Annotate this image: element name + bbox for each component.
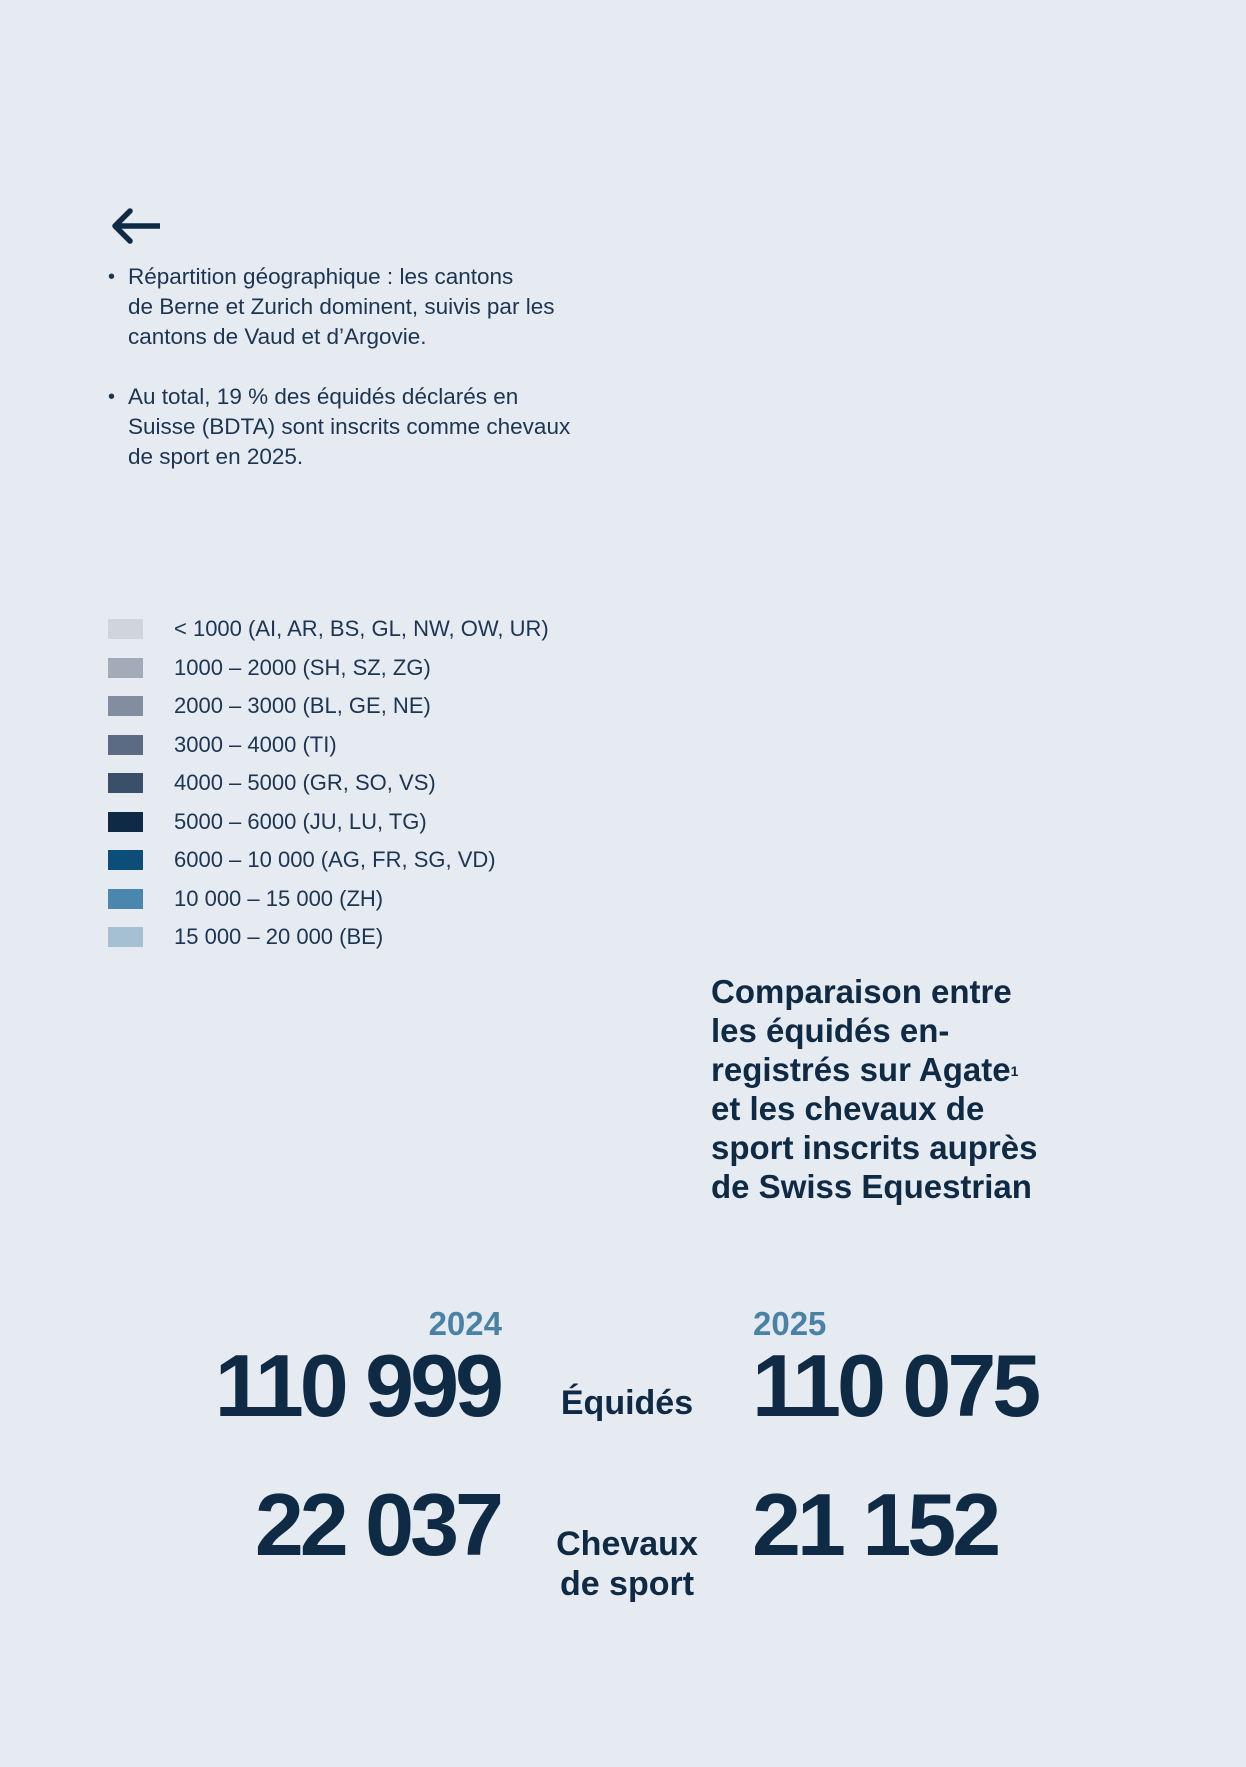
bullet-dot: •: [108, 386, 116, 408]
legend-item: [108, 841, 668, 880]
equides-row-label: [537, 1383, 717, 1423]
equides-2024-value: 110 999: [214, 1336, 500, 1435]
row-label-line: de sport: [559, 1565, 695, 1603]
legend-item: [108, 610, 668, 649]
legend-item: [108, 803, 668, 842]
title-line: de Swiss Equestrian: [711, 1168, 1032, 1205]
back-arrow-button[interactable]: [108, 206, 164, 252]
legend-item: [108, 764, 668, 803]
legend-label: 6000 – 10 000 (AG, FR, SG, VD): [174, 847, 496, 873]
title-line: registrés sur Agate: [711, 1051, 1011, 1088]
legend-swatch: [108, 927, 143, 947]
year-label-2025: 2025: [753, 1305, 827, 1342]
legend-item: [108, 649, 668, 688]
sport-horses-2025-value: 21 152: [752, 1475, 998, 1574]
year-label-2024: 2024: [428, 1305, 502, 1342]
legend-label: 2000 – 3000 (BL, GE, NE): [174, 693, 431, 719]
bullet-item: [108, 382, 628, 472]
row-label-line: Équidés: [560, 1384, 694, 1422]
legend-item: [108, 726, 668, 765]
arrow-left-icon: [108, 206, 164, 246]
legend-label: 1000 – 2000 (SH, SZ, ZG): [174, 654, 431, 680]
key-points-list: [108, 262, 628, 502]
legend-label: 5000 – 6000 (JU, LU, TG): [174, 808, 427, 834]
legend-swatch: [108, 812, 143, 832]
bullet-line: de sport en 2025.: [128, 444, 304, 469]
equides-2025-value: 110 075: [752, 1336, 1038, 1435]
legend-swatch: [108, 696, 143, 716]
bullet-dot: •: [108, 266, 116, 288]
legend-label: 10 000 – 15 000 (ZH): [174, 885, 384, 911]
legend-swatch: [108, 735, 143, 755]
sport-horses-row-label: [537, 1524, 717, 1604]
legend-swatch: [108, 773, 143, 793]
title-line: et les chevaux de: [711, 1090, 985, 1127]
legend-item: [108, 918, 668, 957]
legend-item: [108, 880, 668, 919]
row-label-line: Chevaux: [556, 1525, 698, 1563]
bullet-line: cantons de Vaud et d’Argovie.: [128, 324, 427, 349]
bullet-line: de Berne et Zurich dominent, suivis par les: [128, 294, 555, 319]
legend-swatch: [108, 850, 143, 870]
footnote-marker: 1: [1010, 1063, 1019, 1079]
legend-label: 15 000 – 20 000 (BE): [174, 924, 384, 950]
legend-swatch: [108, 658, 143, 678]
bullet-item: [108, 262, 628, 352]
bullet-line: Suisse (BDTA) sont inscrits comme chevaux: [128, 414, 571, 439]
legend-label: < 1000 (AI, AR, BS, GL, NW, OW, UR): [174, 616, 549, 642]
map-legend: [108, 610, 668, 957]
bullet-line: Répartition géographique : les cantons: [128, 264, 514, 289]
title-line: Comparaison entre: [711, 973, 1012, 1010]
legend-swatch: [108, 889, 143, 909]
legend-label: 4000 – 5000 (GR, SO, VS): [174, 770, 436, 796]
legend-swatch: [108, 619, 143, 639]
comparison-title: [711, 972, 1091, 1206]
legend-label: 3000 – 4000 (TI): [174, 731, 337, 757]
title-line: les équidés en-: [711, 1012, 950, 1049]
bullet-line: Au total, 19 % des équidés déclarés en: [128, 384, 519, 409]
sport-horses-2024-value: 22 037: [254, 1475, 500, 1574]
title-line: sport inscrits auprès: [711, 1129, 1038, 1166]
legend-item: [108, 687, 668, 726]
